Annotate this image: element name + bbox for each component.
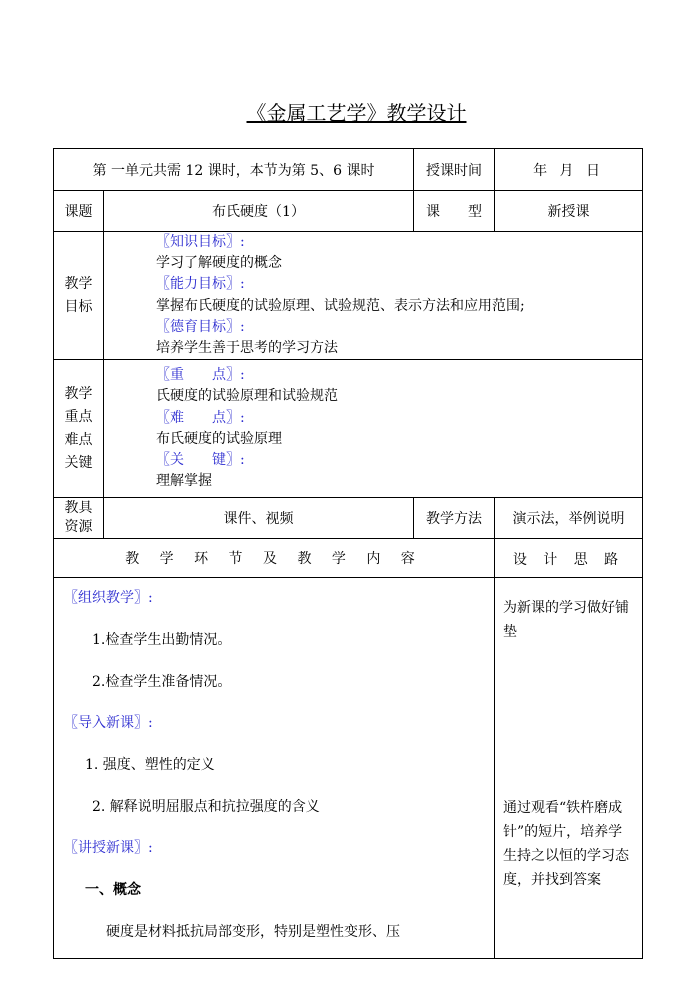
text-line: 2. 解释说明屈服点和抗拉强度的含义 [92,798,320,815]
method-label: 教学方法 [414,498,495,539]
text-line: 培养学生善于思考的学习方法 [156,340,338,357]
text-line: 学习了解硬度的概念 [156,255,282,272]
text-line: 布氏硬度的试验原理 [156,430,282,447]
section-heading: 〖讲授新课〗: [64,840,153,857]
lesson-plan-table [53,148,643,959]
topic-label: 课题 [54,191,104,232]
content-header: 教 学 环 节 及 教 学 内 容 [54,539,495,578]
idea-header: 设 计 思 路 [495,539,643,578]
idea-1: 为新课的学习做好铺垫 [503,600,630,641]
text-line: 理解掌握 [156,473,212,490]
text-line: 1. 强度、塑性的定义 [85,757,215,774]
idea-2: 通过观看“铁杵磨成针”的短片，培养学生持之以恒的学习态度，并找到答案 [503,800,630,889]
keys-label: 教学 重点 难点 关键 [54,360,104,498]
method-value: 演示法，举例说明 [495,498,643,539]
unit-info: 第 一单元共需 12 课时，本节为第 5、6 课时 [54,149,414,191]
teaching-content [54,578,495,958]
keys-content [104,360,643,498]
text-line: 一、概念 [85,882,141,899]
text-line: 氏硬度的试验原理和试验规范 [156,388,338,405]
type-value: 新授课 [495,191,643,232]
section-heading: 〖关 键〗: [156,451,245,468]
section-heading: 〖德育目标〗: [156,318,245,335]
text-line: 2.检查学生准备情况。 [92,673,232,690]
section-heading: 〖知识目标〗: [156,234,245,250]
section-heading: 〖重 点〗: [156,367,245,384]
design-ideas [495,578,643,958]
resources-value: 课件、视频 [104,498,414,539]
text-line: 1.检查学生出勤情况。 [92,631,232,648]
text-line: 硬度是材料抵抗局部变形，特别是塑性变形、压 [106,923,400,940]
section-heading: 〖导入新课〗: [64,715,153,732]
type-label: 课 型 [414,191,495,232]
date-value: 年 月 日 [495,149,643,191]
text-line: 掌握布氏硬度的试验原理、试验规范、表示方法和应用范围; [156,297,525,314]
time-label: 授课时间 [414,149,495,191]
section-heading: 〖组织教学〗: [64,590,153,607]
resources-label: 教具 资源 [54,498,104,539]
goals-content [104,232,643,360]
section-heading: 〖能力目标〗: [156,276,245,293]
goals-label: 教学 目标 [54,232,104,360]
topic-value: 布氏硬度（1） [104,191,414,232]
document-title: 《金属工艺学》教学设计 [246,101,467,125]
section-heading: 〖难 点〗: [156,409,245,426]
